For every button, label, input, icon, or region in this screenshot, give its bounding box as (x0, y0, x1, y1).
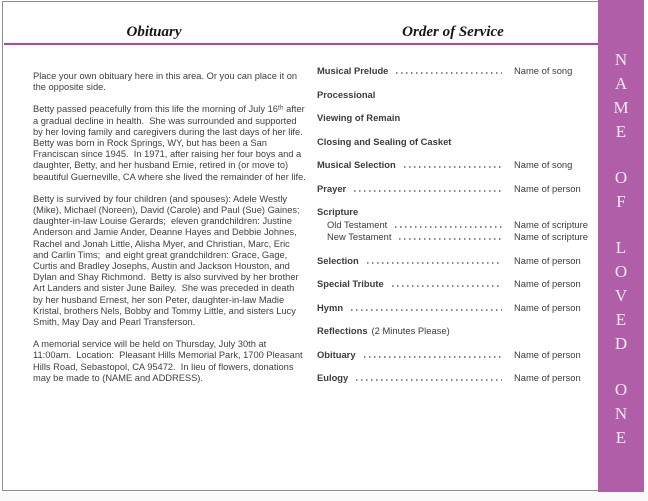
banner-letter: V (614, 286, 628, 305)
service-item-label: Obituary (317, 348, 356, 360)
dot-leader (356, 379, 502, 381)
dot-leader (367, 262, 502, 264)
banner-letter: N (614, 50, 628, 69)
service-item (317, 255, 594, 266)
dot-leader (354, 190, 502, 192)
service-sub-group (317, 219, 594, 242)
obituary-paragraph: Betty passed peacefully from this life the morning of July 16ᵗʰ after a gradual decline in health. She was surrounded and supported by her loving family and caregivers during the last days of her life. Betty was born in Rock Springs, WY, but has been a San Franciscan since 1945. In 1971, after raising her four boys and a daughter, Betty, and her husband Ernie, retired in (or move to) beautiful Guerneville, CA where she lived the remainder of her life. (33, 104, 308, 182)
service-item-label: Scripture (317, 206, 359, 217)
service-item-label: Reflections (317, 325, 368, 336)
obituary-column-title: Obituary (126, 24, 182, 40)
service-item-label: Processional (317, 88, 376, 100)
service-item-label: Musical Selection (317, 159, 396, 170)
banner-letter: M (613, 98, 629, 117)
service-sub-item (317, 231, 594, 242)
service-item-label: Eulogy (317, 372, 349, 383)
service-item (317, 206, 594, 217)
service-item-label: Selection (317, 254, 359, 266)
banner-letter: L (615, 238, 627, 257)
banner-letter: O (614, 380, 628, 399)
order-of-service-column-title: Order of Service (402, 24, 504, 40)
service-item (317, 325, 594, 336)
service-item-label: Viewing of Remain (317, 112, 401, 123)
service-item-value: Name of person (514, 301, 581, 313)
service-item-label: Closing and Sealing of Casket (317, 135, 452, 147)
banner-word (615, 378, 627, 450)
service-item-value: Name of person (514, 254, 581, 266)
service-item (317, 302, 594, 313)
service-item (317, 278, 594, 289)
banner-letter: D (614, 334, 628, 353)
dot-leader (364, 356, 502, 358)
service-item (317, 159, 594, 170)
banner-word (615, 166, 627, 214)
banner-letter: N (614, 404, 628, 423)
banner-letter: F (616, 192, 626, 211)
banner-letter: O (614, 168, 628, 187)
banner-letter: E (615, 310, 627, 329)
dot-leader (404, 166, 502, 168)
banner-letter: E (615, 428, 627, 447)
service-item-value: Name of person (514, 372, 581, 383)
obituary-text-block (33, 71, 306, 395)
service-item-label: Old Testament (327, 219, 388, 230)
service-item-label: Special Tribute (317, 278, 384, 289)
header-divider-rule (4, 43, 599, 45)
service-item-value: Name of person (514, 348, 581, 360)
obituary-paragraph: Place your own obituary here in this area. Or you can place it on the opposite side. (33, 71, 300, 93)
name-of-loved-one-banner (598, 0, 644, 495)
service-sub-item (317, 219, 594, 230)
dot-leader (395, 226, 502, 228)
page-bottom-margin (0, 492, 648, 501)
service-item-value: Name of scripture (514, 219, 588, 230)
obituary-paragraph: A memorial service will be held on Thursday, July 30th at 11:00am. Location: Pleasant Hills Memorial Park, 1700 Pleasant Hills Road, Sebastopol, CA 95472. In lieu of flowers, donations may be made to (NAME and ADDRESS). (33, 339, 306, 383)
banner-word (613, 48, 628, 144)
service-item (317, 65, 594, 76)
service-item-label: Musical Prelude (317, 65, 389, 76)
service-item-value: Name of scripture (514, 231, 588, 242)
service-item (317, 349, 594, 360)
banner-word (615, 236, 627, 356)
service-item (317, 136, 594, 147)
service-item-value: Name of person (514, 182, 581, 194)
banner-letter: O (614, 262, 628, 281)
service-item-value: Name of song (514, 65, 573, 76)
service-item-label: Hymn (317, 301, 344, 313)
service-item (317, 89, 594, 100)
service-item (317, 372, 594, 383)
dot-leader (392, 285, 502, 287)
order-of-service-list (317, 65, 594, 396)
service-item-value: Name of song (514, 159, 573, 170)
dot-leader (351, 309, 502, 311)
service-item-note: (2 Minutes Please) (371, 325, 450, 336)
service-item-value: Name of person (514, 278, 581, 289)
banner-letter: E (615, 122, 627, 141)
service-item (317, 183, 594, 194)
funeral-program-page (2, 1, 643, 491)
banner-letter: A (614, 74, 628, 93)
dot-leader (399, 238, 502, 240)
dot-leader (396, 72, 502, 74)
service-item-label: Prayer (317, 182, 347, 194)
service-item (317, 112, 594, 123)
service-item-label: New Testament (327, 231, 392, 242)
obituary-paragraph: Betty is survived by four children (and spouses): Adele Westly (Mike), Michael (Noreen), David (Carole) and Paul (Sue) Gaines; daughter-in-law Louise Gerards; eleven grandchildren: Justine Anderson and Jamie Ander, Deanne Hayes and Debbie Johnes, Rachel and Jonah Little, Alisha Myer, and Christian, Marc, Eric and Carlin Tims; and eight great grandchildren: Grace, Gage, Curtis and Bradley Josephs, Austin and Jackson Houston, and Dylan and Shay Richmond. Betty is also survived by her brother Art Landers and sister June Bailey. She was preceded in death by her husband Ernest, her son Peter, daughter-in-law Madie Kristal, brothers Nels, Bobby and Tommy Little, and sisters Lucy Smith, May Day and Pearl Transferson. (33, 193, 305, 328)
